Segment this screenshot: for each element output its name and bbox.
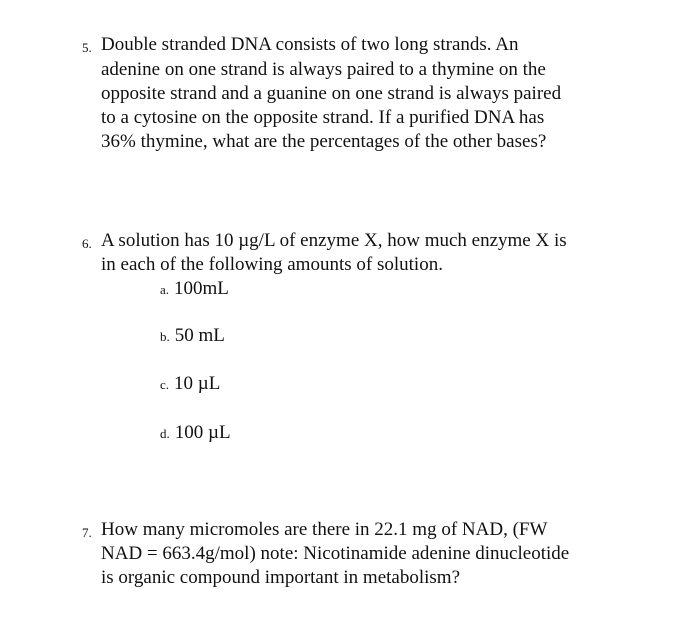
- part-b-label: b.: [160, 329, 170, 344]
- question-7-line-3: is organic compound important in metabolism?: [101, 567, 461, 588]
- part-a-label: a.: [160, 282, 170, 297]
- part-d-label: d.: [160, 426, 170, 441]
- question-5-line-3: opposite strand and a guanine on one strand is always paired: [101, 83, 562, 104]
- question-6-line-2: in each of the following amounts of solution.: [101, 254, 443, 275]
- question-6-number: 6.: [82, 236, 92, 251]
- question-7-line-2: NAD = 663.4g/mol) note: Nicotinamide adenine dinucleotide: [101, 543, 570, 564]
- part-a-text: 100mL: [174, 278, 229, 299]
- question-5-line-4: to a cytosine on the opposite strand. If a purified DNA has: [101, 107, 545, 128]
- question-7-number: 7.: [82, 525, 92, 540]
- part-c-label: c.: [160, 377, 170, 392]
- question-7-line-1: How many micromoles are there in 22.1 mg of NAD, (FW: [101, 519, 548, 540]
- question-6-part-d: [160, 421, 231, 446]
- question-5-number: 5.: [82, 40, 92, 55]
- question-5-line-5: 36% thymine, what are the percentages of the other bases?: [101, 131, 547, 152]
- question-5-line-2: adenine on one strand is always paired to a thymine on the: [101, 59, 546, 80]
- question-6-part-c: [160, 372, 220, 397]
- question-6-part-a: [160, 277, 229, 302]
- part-d-text: 100 µL: [174, 422, 231, 443]
- part-c-text: 10 µL: [174, 373, 221, 394]
- part-b-text: 50 mL: [174, 325, 225, 346]
- question-6-line-1: A solution has 10 µg/L of enzyme X, how much enzyme X is: [101, 230, 567, 251]
- question-5-line-1: Double stranded DNA consists of two long strands. An: [101, 34, 519, 55]
- question-6-part-b: [160, 324, 225, 349]
